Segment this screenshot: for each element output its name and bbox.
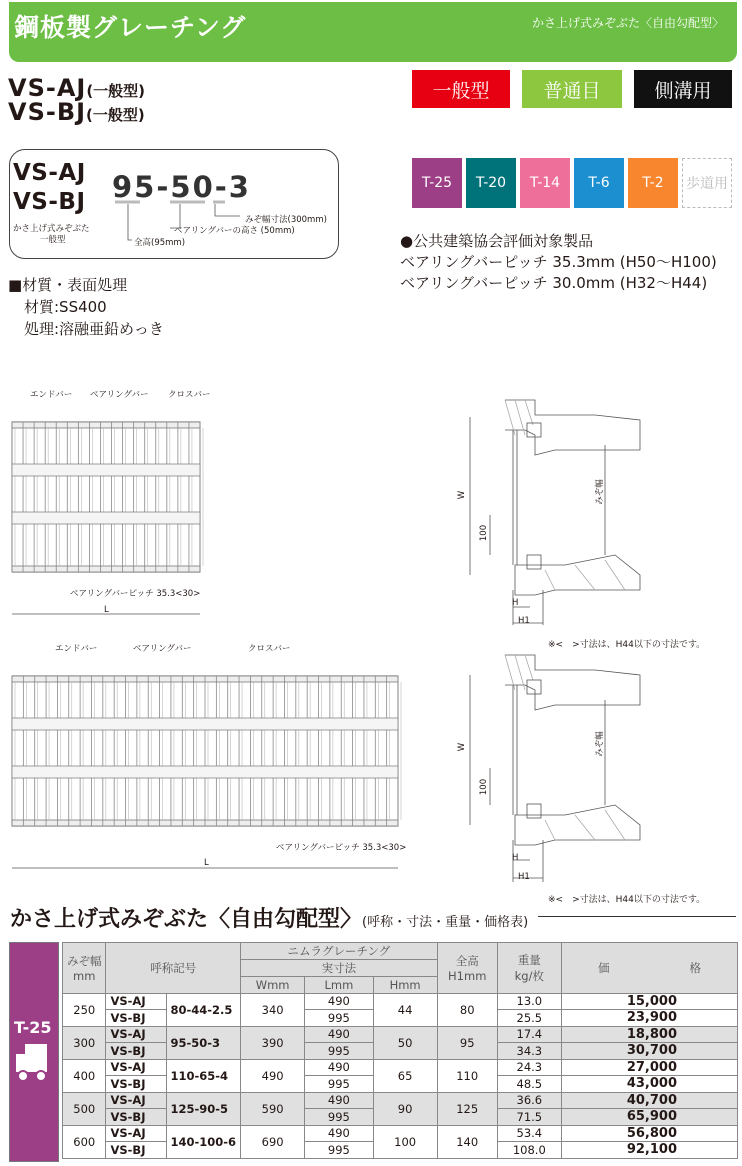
feature-pitch-353: ベアリングバーピッチ 35.3mm (H50～H100): [400, 253, 717, 271]
section-drawing-2: [455, 650, 645, 890]
cell-W: 340: [241, 993, 305, 1026]
cell-weight: 108.0: [497, 1142, 561, 1159]
label-cross-bar-2: クロスバー: [248, 644, 291, 654]
cell-weight: 13.0: [497, 993, 561, 1010]
code-model-bj: VS-BJ: [13, 189, 86, 215]
label-H-1: H: [512, 598, 519, 608]
page-subtitle: かさ上げ式みぞぶた〈自由勾配型〉: [531, 16, 724, 30]
table-row: [63, 1125, 738, 1142]
cell-width: 500: [63, 1092, 106, 1125]
material-line2: 処理:溶融亜鉛めっき: [24, 320, 164, 338]
th-group: ニムラグレーチング: [241, 943, 438, 960]
cell-H1: 95: [437, 1026, 497, 1059]
cell-code: 140-100-6: [166, 1125, 241, 1158]
label-cross-bar-1: クロスバー: [168, 390, 211, 400]
cell-price: 15,000: [561, 993, 737, 1010]
cell-price: 18,800: [561, 1026, 737, 1043]
cell-weight: 36.6: [497, 1092, 561, 1109]
label-bearing-bar-2: ベアリングバー: [133, 644, 192, 654]
section-drawing-1: [455, 395, 645, 635]
cell-H: 100: [373, 1125, 437, 1158]
cell-L: 490: [305, 993, 373, 1010]
section-title: [10, 902, 528, 933]
table-row: [63, 1092, 738, 1109]
cell-H: 44: [373, 993, 437, 1026]
label-bearing-bar-1: ベアリングバー: [90, 390, 149, 400]
code-label-bar: ベアリングバーの高さ (50mm): [174, 226, 295, 236]
note-h44-1: ※< >寸法は、H44以下の寸法です。: [548, 640, 706, 650]
th-dim: 実寸法: [241, 960, 438, 977]
cell-H1: 125: [437, 1092, 497, 1125]
th-code: 呼称記号: [106, 943, 241, 994]
cross-bar: [12, 512, 200, 524]
grade-t2: T-2: [628, 158, 678, 208]
cell-H: 65: [373, 1059, 437, 1092]
cell-code: 125-90-5: [166, 1092, 241, 1125]
cell-H1: 140: [437, 1125, 497, 1158]
cell-L: 995: [305, 1109, 373, 1126]
end-bar: [12, 422, 200, 428]
label-end-bar-1: エンドバー: [30, 390, 73, 400]
cell-model: VS-AJ: [106, 1092, 166, 1109]
cell-width: 300: [63, 1026, 106, 1059]
cell-W: 590: [241, 1092, 305, 1125]
cell-model: VS-AJ: [106, 1026, 166, 1043]
cell-W: 390: [241, 1026, 305, 1059]
cell-code: 80-44-2.5: [166, 993, 241, 1026]
section-subtitle: (呼称・寸法・重量・価格表): [362, 915, 529, 930]
cell-model: VS-BJ: [106, 1010, 166, 1027]
cell-width: 600: [63, 1125, 106, 1158]
page-title: 鋼板製グレーチング: [14, 13, 247, 42]
table-row: [63, 1026, 738, 1043]
cell-W: 490: [241, 1059, 305, 1092]
truck-icon: [13, 1040, 53, 1084]
cell-L: 995: [305, 1142, 373, 1159]
code-label-height: 全高(95mm): [134, 238, 186, 248]
th-W: Wmm: [241, 977, 305, 994]
label-pitch-2: ベアリングバーピッチ 35.3<30>: [276, 843, 407, 853]
cell-model: VS-AJ: [106, 993, 166, 1010]
cell-L: 995: [305, 1076, 373, 1093]
cell-weight: 24.3: [497, 1059, 561, 1076]
label-H1-1: H1: [518, 616, 530, 626]
material-heading: ■材質・表面処理: [8, 276, 128, 294]
cell-model: VS-BJ: [106, 1043, 166, 1060]
th-width: みぞ幅: [66, 953, 102, 968]
note-h44-2: ※< >寸法は、H44以下の寸法です。: [548, 895, 706, 905]
cell-code: 110-65-4: [166, 1059, 241, 1092]
badge-side-ditch: 側溝用: [634, 70, 732, 108]
badge-normal-mesh: 普通目: [522, 70, 622, 108]
cell-price: 40,700: [561, 1092, 737, 1109]
cell-L: 490: [305, 1026, 373, 1043]
label-100-2: 100: [479, 778, 490, 796]
cell-price: 92,100: [561, 1142, 737, 1159]
th-price1: 価: [597, 960, 610, 975]
cell-weight: 25.5: [497, 1010, 561, 1027]
code-type: 一般型: [40, 235, 66, 245]
code-desc: かさ上げ式みぞぶた: [13, 224, 90, 234]
cell-model: VS-BJ: [106, 1109, 166, 1126]
label-end-bar-2: エンドバー: [55, 644, 98, 654]
cell-weight: 53.4: [497, 1125, 561, 1142]
cell-weight: 48.5: [497, 1076, 561, 1093]
cell-model: VS-BJ: [106, 1142, 166, 1159]
cell-width: 400: [63, 1059, 106, 1092]
model-line-bj: [8, 98, 145, 126]
grade-t25: T-25: [412, 158, 462, 208]
cell-price: 56,800: [561, 1125, 737, 1142]
cell-H1: 110: [437, 1059, 497, 1092]
th-weight-unit: kg/枚: [514, 968, 544, 983]
label-W-2: W: [457, 742, 468, 752]
model-aj: VS-AJ: [8, 74, 87, 102]
th-total: 全高: [455, 953, 479, 968]
table-row: [63, 1059, 738, 1076]
cell-model: VS-AJ: [106, 1125, 166, 1142]
code-number: 95-50-3: [112, 170, 251, 204]
cross-bar: [12, 718, 398, 730]
grade-t14: T-14: [520, 158, 570, 208]
code-model-aj: VS-AJ: [13, 160, 86, 186]
grade-t20: T-20: [466, 158, 516, 208]
cell-weight: 71.5: [497, 1109, 561, 1126]
cell-L: 995: [305, 1010, 373, 1027]
section-rule: [538, 916, 736, 917]
label-L-2: L: [204, 858, 209, 868]
label-H-2: H: [512, 853, 519, 863]
cell-W: 690: [241, 1125, 305, 1158]
cell-price: 43,000: [561, 1076, 737, 1093]
cell-weight: 17.4: [497, 1026, 561, 1043]
feature-pitch-300: ベアリングバーピッチ 30.0mm (H32～H44): [400, 274, 708, 292]
cross-bar: [12, 464, 200, 476]
cell-weight: 34.3: [497, 1043, 561, 1060]
cell-model: VS-BJ: [106, 1076, 166, 1093]
badge-general: 一般型: [412, 70, 510, 108]
cell-L: 490: [305, 1125, 373, 1142]
table-row: [63, 993, 738, 1010]
cell-width: 250: [63, 993, 106, 1026]
model-bj-tag: (一般型): [86, 106, 145, 124]
cross-bar: [12, 766, 398, 778]
cell-price: 27,000: [561, 1059, 737, 1076]
th-weight: 重量: [517, 952, 541, 967]
code-label-width: みぞ幅寸法(300mm): [245, 215, 327, 225]
end-bar: [12, 566, 200, 572]
label-W-1: W: [457, 490, 468, 500]
label-L-1: L: [104, 605, 109, 615]
th-width-unit: mm: [73, 968, 96, 983]
label-pitch-1: ベアリングバーピッチ 35.3<30>: [70, 589, 201, 599]
label-mizo-2: みぞ幅: [594, 731, 605, 757]
th-price2: 格: [689, 960, 701, 975]
price-table: [62, 942, 738, 1159]
sidebar-grade: T-25: [14, 1018, 52, 1037]
cell-H: 90: [373, 1092, 437, 1125]
cell-price: 30,700: [561, 1043, 737, 1060]
model-aj-tag: (一般型): [86, 82, 146, 100]
section-title-text: かさ上げ式みぞぶた〈自由勾配型〉: [10, 907, 363, 932]
cell-model: VS-AJ: [106, 1059, 166, 1076]
th-H: Hmm: [373, 977, 437, 994]
cell-code: 95-50-3: [166, 1026, 241, 1059]
material-line1: 材質:SS400: [24, 298, 107, 316]
th-total-unit: H1mm: [448, 968, 487, 983]
model-bj: VS-BJ: [8, 98, 87, 126]
feature-certified: ●公共建築協会評価対象製品: [400, 232, 594, 250]
label-100-1: 100: [479, 524, 490, 542]
cell-L: 490: [305, 1059, 373, 1076]
cell-price: 65,900: [561, 1109, 737, 1126]
cell-price: 23,900: [561, 1010, 737, 1027]
grating-frame: [12, 422, 200, 572]
cell-H1: 80: [437, 993, 497, 1026]
cell-L: 490: [305, 1092, 373, 1109]
label-H1-2: H1: [518, 872, 530, 882]
cell-L: 995: [305, 1043, 373, 1060]
grade-walkway: 歩道用: [682, 158, 732, 208]
th-L: Lmm: [305, 977, 373, 994]
grade-t6: T-6: [574, 158, 624, 208]
cell-H: 50: [373, 1026, 437, 1059]
label-mizo-1: みぞ幅: [594, 479, 605, 505]
